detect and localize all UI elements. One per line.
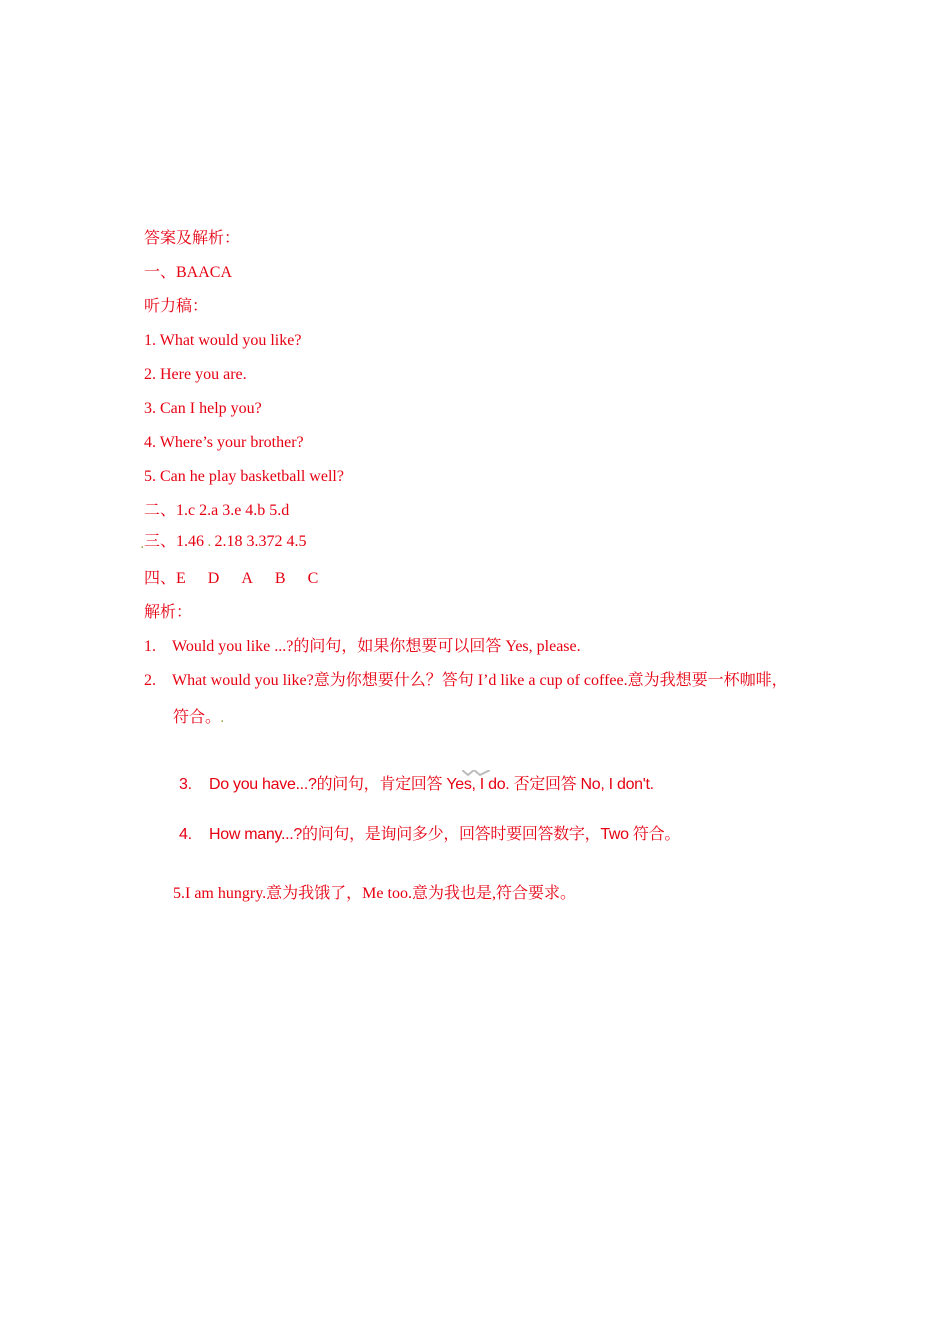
script-line-2: 2. Here you are. <box>144 366 247 383</box>
item-number: 3. <box>179 776 192 793</box>
item-text: What would you like?意为你想要什么？答句 I’d like a cup of coffee.意为我想要一杯咖啡， <box>172 672 788 689</box>
item-text-cont: 符合。 <box>173 709 222 726</box>
section-4-answers <box>144 569 318 589</box>
stray-dot: . <box>221 714 224 725</box>
answer-b: B <box>274 570 286 587</box>
item-text: Would you like ...?的问句，如果你想要可以回答 Yes, please. <box>172 638 581 655</box>
analysis-item-4 <box>179 825 680 845</box>
analysis-item-3 <box>179 775 654 795</box>
answer-a: A <box>241 570 253 587</box>
answer-c: C <box>307 570 319 587</box>
section-3-rest: 2.18 3.372 4.5 <box>214 533 307 550</box>
analysis-item-2 <box>144 671 788 691</box>
section-3-first: 1.46 <box>176 533 205 550</box>
item-number: 2. <box>144 672 156 689</box>
section-4-label: 四、 <box>144 570 177 587</box>
answer-d: D <box>207 570 220 587</box>
analysis-item-1 <box>144 637 581 657</box>
item-number: 1. <box>144 638 156 655</box>
script-line-5: 5. Can he play basketball well? <box>144 468 344 485</box>
stray-dot: . <box>208 538 211 549</box>
answer-e: E <box>176 570 186 587</box>
analysis-item-5: 5.I am hungry.意为我饿了，Me too.意为我也是,符合要求。 <box>173 885 576 902</box>
script-line-4: 4. Where’s your brother? <box>144 434 304 451</box>
item-number: 4. <box>179 826 192 843</box>
section-3-prefix: 三、 <box>144 533 177 550</box>
listening-script-title: 听力稿： <box>144 298 209 315</box>
section-3-answers <box>141 532 307 554</box>
analysis-item-2-cont <box>173 708 224 730</box>
analysis-title: 解析： <box>144 604 193 621</box>
item-text: How many...?的问句，是询问多少，回答时要回答数字，Two 符合。 <box>209 826 681 843</box>
script-line-3: 3. Can I help you? <box>144 400 262 417</box>
section-1-answers: 一、BAACA <box>144 264 233 281</box>
item-text: Do you have...?的问句，肯定回答 Yes, I do. 否定回答 No, I don't. <box>209 776 654 793</box>
stray-dot: . <box>141 540 144 551</box>
script-line-1: 1. What would you like? <box>144 332 302 349</box>
answer-heading: 答案及解析： <box>144 230 241 247</box>
section-2-answers: 二、1.c 2.a 3.e 4.b 5.d <box>144 502 290 519</box>
